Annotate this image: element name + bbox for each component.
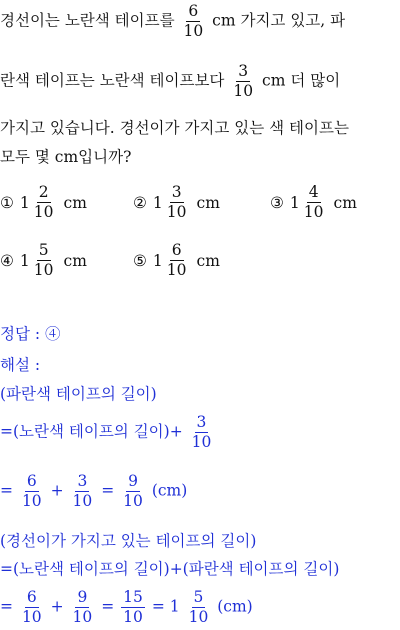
fraction: $\frac{6}{10}$ — [21, 472, 42, 510]
fraction: $\frac{9}{10}$ — [72, 588, 93, 626]
solution-step-2: =(노란색 테이프의 길이)+ $\frac{3}{10}$ — [0, 413, 212, 451]
fraction: $\frac{4}{10}$ — [303, 183, 324, 221]
choice-4[interactable]: ④ 1 $\frac{5}{10}$ cm — [0, 241, 87, 279]
fraction: $\frac{3}{10}$ — [166, 183, 187, 221]
choice-5[interactable]: ⑤ 1 $\frac{6}{10}$ cm — [133, 241, 220, 279]
problem-line-2: 란색 테이프는 노란색 테이프보다 $\frac{3}{10}$ cm 더 많이 — [0, 62, 341, 100]
fraction: $\frac{3}{10}$ — [191, 413, 212, 451]
choice-3[interactable]: ③ 1 $\frac{4}{10}$ cm — [270, 183, 357, 221]
solution-step-1: (파란색 테이프의 길이) — [0, 385, 157, 403]
fraction: $\frac{6}{10}$ — [183, 2, 204, 40]
choice-2[interactable]: ② 1 $\frac{3}{10}$ cm — [133, 183, 220, 221]
choice-1[interactable]: ① 1 $\frac{2}{10}$ cm — [0, 183, 87, 221]
fraction: $\frac{9}{10}$ — [123, 472, 143, 510]
solution-step-4: (경선이가 가지고 있는 테이프의 길이) — [0, 532, 257, 550]
solution-step-3: = $\frac{6}{10}$ + $\frac{3}{10}$ = $\frac{9}{10}$ (cm) — [0, 472, 188, 510]
fraction: $\frac{6}{10}$ — [166, 241, 187, 279]
fraction: $\frac{5}{10}$ — [33, 241, 54, 279]
answer-line: 정답 : ④ — [0, 325, 61, 343]
fraction: $\frac{15}{10}$ — [123, 588, 143, 626]
fraction: $\frac{3}{10}$ — [233, 62, 254, 100]
problem-line-1: 경선이는 노란색 테이프를 $\frac{6}{10}$ cm 가지고 있고, 파 — [0, 2, 346, 40]
fraction: $\frac{6}{10}$ — [21, 588, 42, 626]
fraction: $\frac{3}{10}$ — [72, 472, 93, 510]
fraction: $\frac{2}{10}$ — [33, 183, 54, 221]
solution-step-5: =(노란색 테이프의 길이)+(파란색 테이프의 길이) — [0, 560, 340, 578]
solution-step-6: = $\frac{6}{10}$ + $\frac{9}{10}$ = $\frac{15}{10}$ = 1 $\frac{5}{10}$ (cm) — [0, 588, 253, 626]
problem-line-3: 가지고 있습니다. 경선이가 가지고 있는 색 테이프는 — [0, 119, 349, 137]
problem-line-4: 모두 몇 cm입니까? — [0, 148, 132, 166]
fraction: $\frac{5}{10}$ — [188, 588, 209, 626]
explanation-label: 해설 : — [0, 356, 41, 374]
